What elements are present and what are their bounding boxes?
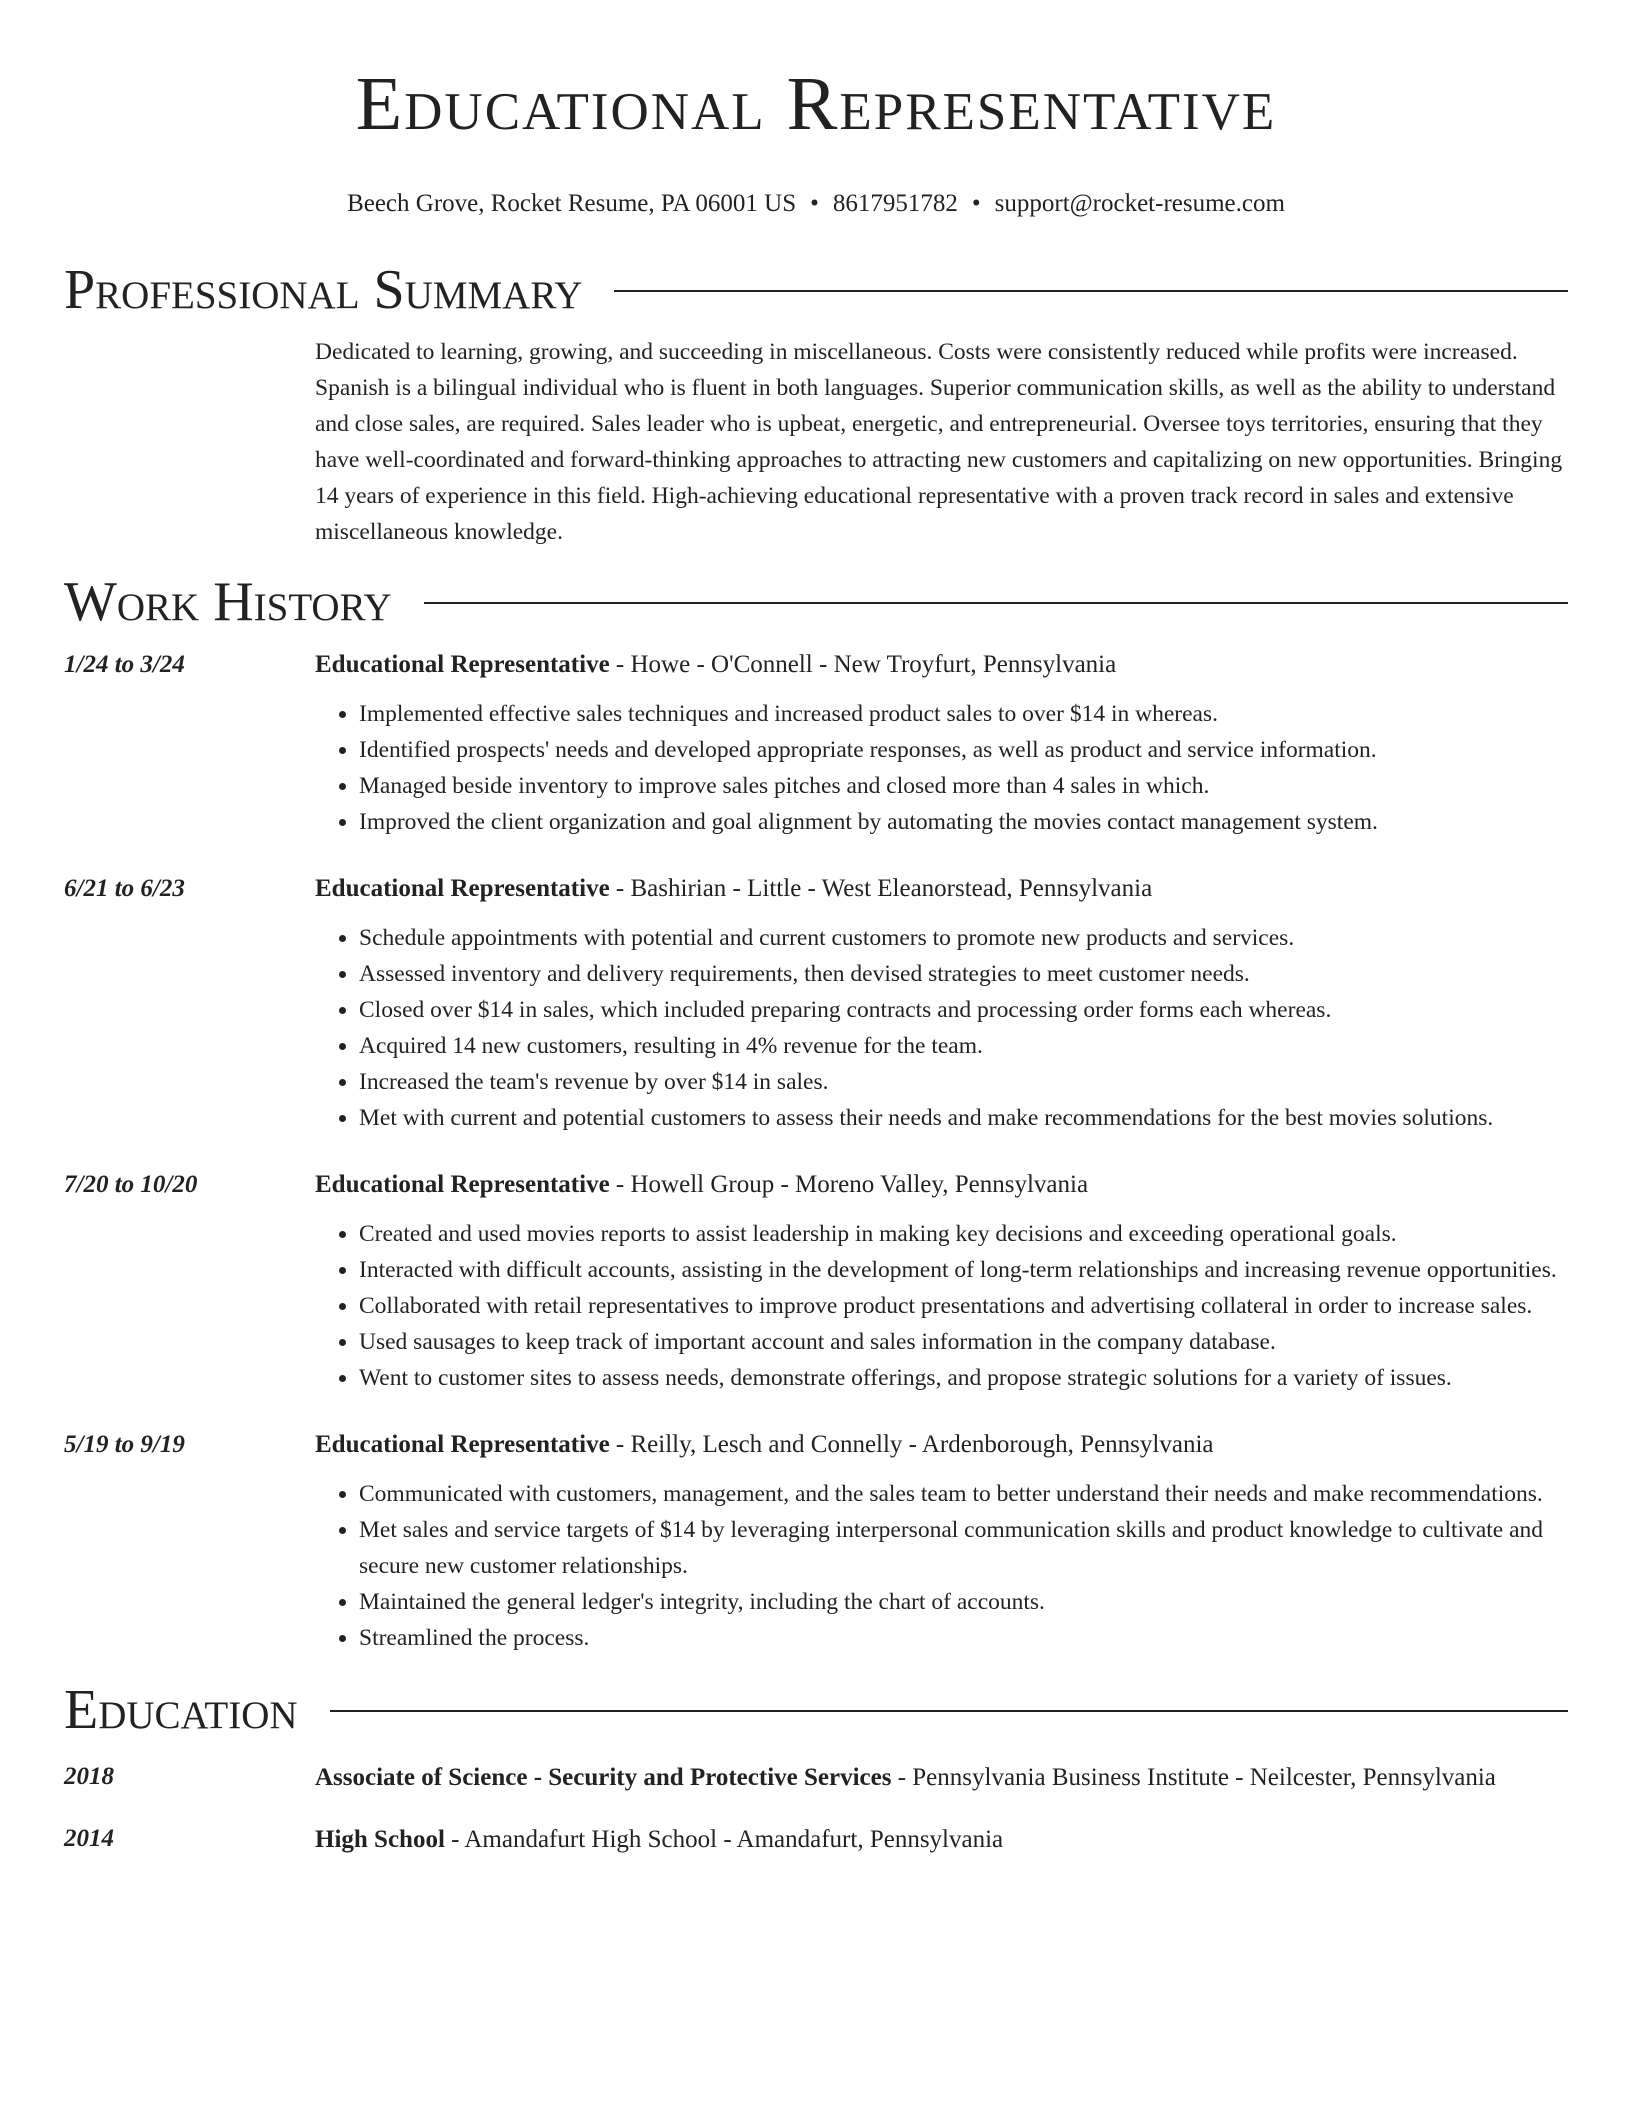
- job-title: Educational Representative: [315, 1171, 610, 1198]
- education-details: - Amandafurt High School - Amandafurt, Pennsylvania: [444, 1826, 1004, 1853]
- summary-text: Dedicated to learning, growing, and succeeding in miscellaneous. Costs were consistently reduced while profits were increased. Spanish is a bilingual individual who is fluent in both languages. Superior communication skills, as well as the ability to understand and close sales, are required. Sales leader who is upbeat, energetic, and entrepreneurial. Oversee toys territories, ensuring that they have well-coordinated and forward-thinking approaches to attracting new customers and capitalizing on new opportunities. Bringing 14 years of experience in this field. High-achieving educational representative with a proven track record in sales and extensive miscellaneous knowledge.: [315, 339, 1563, 545]
- job-bullet: • Improved the client organization and goal alignment by automating the movies contact management system.: [359, 804, 1568, 840]
- summary-section-header: [64, 258, 1568, 322]
- education-date: 2018: [64, 1763, 114, 1790]
- section-divider: [614, 290, 1568, 292]
- job-bullet: • Increased the team's revenue by over $14 in sales.: [359, 1064, 1568, 1100]
- job-bullets: [315, 696, 1568, 840]
- job-body: [315, 1166, 1568, 1396]
- job-entry: [64, 870, 1568, 1136]
- separator: •: [810, 190, 819, 217]
- education-title: High School: [315, 1826, 445, 1853]
- job-bullet: • Went to customer sites to assess needs, demonstrate offerings, and propose strategic solutions for a variety of issues.: [359, 1360, 1568, 1396]
- job-title: Educational Representative: [315, 1431, 610, 1458]
- job-body: [315, 870, 1568, 1136]
- job-bullet: • Schedule appointments with potential and current customers to promote new products and services.: [359, 920, 1568, 956]
- job-entry: [64, 1166, 1568, 1396]
- job-details: - Howell Group - Moreno Valley, Pennsylvania: [609, 1171, 1089, 1198]
- job-bullet: • Maintained the general ledger's integrity, including the chart of accounts.: [359, 1584, 1568, 1620]
- work-history-section-header: [64, 570, 1568, 634]
- job-entry: [64, 1426, 1568, 1656]
- job-bullets: [315, 920, 1568, 1136]
- job-bullet: • Assessed inventory and delivery requirements, then devised strategies to meet customer needs.: [359, 956, 1568, 992]
- job-header: [315, 1166, 1568, 1204]
- job-bullets: [315, 1216, 1568, 1396]
- education-details: - Pennsylvania Business Institute - Neilcester, Pennsylvania: [891, 1764, 1496, 1791]
- email[interactable]: support@rocket-resume.com: [994, 190, 1285, 217]
- job-bullets: [315, 1476, 1568, 1656]
- job-bullet: • Created and used movies reports to assist leadership in making key decisions and exceeding operational goals.: [359, 1216, 1568, 1252]
- education-entry: [64, 1820, 1568, 1860]
- education-body: [315, 1820, 1568, 1860]
- candidate-name: Educational Representative: [355, 62, 1277, 146]
- education-body: [315, 1758, 1568, 1798]
- job-date: 7/20 to 10/20: [64, 1171, 198, 1198]
- education-entry: [64, 1758, 1568, 1798]
- job-header: [315, 646, 1568, 684]
- job-header: [315, 870, 1568, 908]
- job-entry: [64, 646, 1568, 840]
- job-date: 5/19 to 9/19: [64, 1431, 185, 1458]
- job-bullet: • Acquired 14 new customers, resulting in 4% revenue for the team.: [359, 1028, 1568, 1064]
- section-divider: [424, 602, 1568, 604]
- job-bullet: • Used sausages to keep track of important account and sales information in the company database.: [359, 1324, 1568, 1360]
- job-bullet: • Identified prospects' needs and developed appropriate responses, as well as product and service information.: [359, 732, 1568, 768]
- job-date: 6/21 to 6/23: [64, 875, 185, 902]
- job-date: 1/24 to 3/24: [64, 651, 185, 678]
- education-date: 2014: [64, 1825, 114, 1852]
- job-bullet: • Managed beside inventory to improve sales pitches and closed more than 4 sales in which.: [359, 768, 1568, 804]
- job-bullet: • Communicated with customers, management, and the sales team to better understand their needs and make recommendations.: [359, 1476, 1568, 1512]
- phone: 8617951782: [832, 190, 958, 217]
- job-details: - Reilly, Lesch and Connelly - Ardenborough, Pennsylvania: [609, 1431, 1214, 1458]
- job-bullet: • Closed over $14 in sales, which included preparing contracts and processing order forms each whereas.: [359, 992, 1568, 1028]
- separator: •: [971, 190, 981, 217]
- job-details: - Bashirian - Little - West Eleanorstead, Pennsylvania: [609, 875, 1153, 902]
- job-bullet: • Interacted with difficult accounts, assisting in the development of long-term relationships and increasing revenue opportunities.: [359, 1252, 1568, 1288]
- job-details: - Howe - O'Connell - New Troyfurt, Pennsylvania: [609, 651, 1117, 678]
- education-title: Associate of Science - Security and Protective Services: [315, 1764, 892, 1791]
- job-title: Educational Representative: [315, 651, 610, 678]
- contact-line: [64, 190, 1568, 218]
- address: Beech Grove, Rocket Resume, PA 06001 US: [347, 190, 797, 217]
- job-body: [315, 1426, 1568, 1656]
- job-bullet: • Met sales and service targets of $14 by leveraging interpersonal communication skills and product knowledge to cultivate and secure new customer relationships.: [359, 1512, 1568, 1584]
- job-bullet: • Implemented effective sales techniques and increased product sales to over $14 in whereas.: [359, 696, 1568, 732]
- work-history-heading: Work History: [64, 571, 392, 633]
- section-divider: [330, 1710, 1568, 1712]
- job-bullet: • Streamlined the process.: [359, 1620, 1568, 1656]
- job-bullet: • Collaborated with retail representatives to improve product presentations and advertising collateral in order to increase sales.: [359, 1288, 1568, 1324]
- job-header: [315, 1426, 1568, 1464]
- job-title: Educational Representative: [315, 875, 610, 902]
- education-section-header: [64, 1678, 1568, 1742]
- education-heading: Education: [64, 1679, 298, 1741]
- job-bullet: • Met with current and potential customers to assess their needs and make recommendations for the best movies solutions.: [359, 1100, 1568, 1136]
- job-body: [315, 646, 1568, 840]
- summary-heading: Professional Summary: [64, 259, 583, 321]
